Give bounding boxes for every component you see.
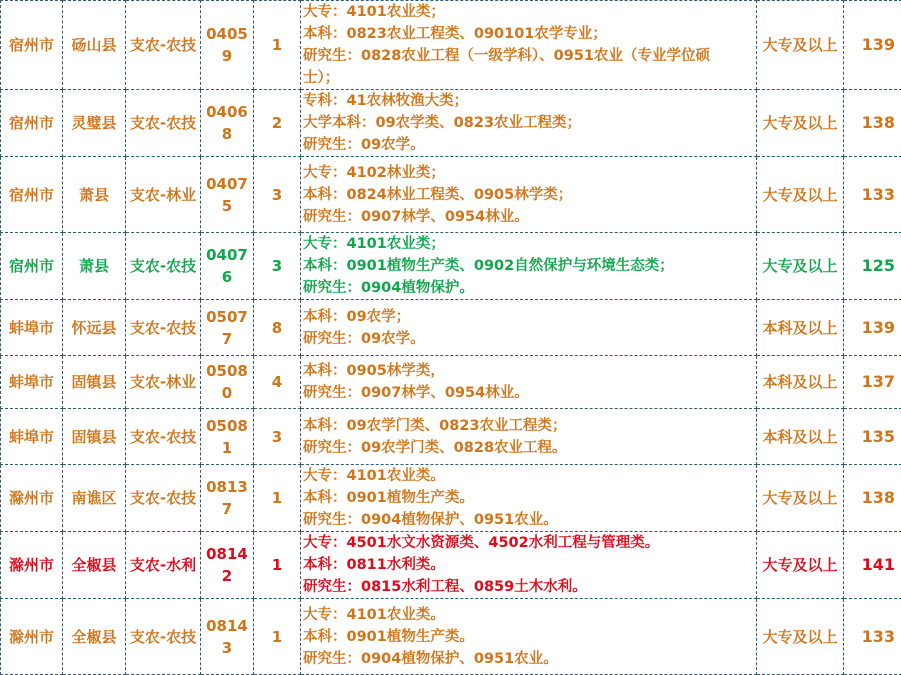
county-cell: 怀远县 (63, 300, 126, 356)
education-cell: 本科及以上 (757, 300, 844, 356)
score-cell: 138 (844, 90, 901, 157)
score-cell: 133 (844, 157, 901, 233)
type-cell: 支农-农技 (126, 1, 201, 90)
education-cell: 大专及以上 (757, 1, 844, 90)
county-cell: 固镇县 (63, 356, 126, 409)
education-cell: 大专及以上 (757, 532, 844, 599)
major-line: 本科：0823农业工程类、090101农学专业； (303, 23, 754, 45)
city-cell: 滁州市 (1, 532, 63, 599)
major-line: 本科：0901植物生产类。 (303, 626, 754, 648)
county-cell: 灵璧县 (63, 90, 126, 157)
code-cell: 04068 (201, 90, 254, 157)
count-cell: 3 (254, 157, 301, 233)
table-row (1, 233, 901, 300)
code-cell: 08137 (201, 465, 254, 532)
count-cell: 1 (254, 532, 301, 599)
table-row (1, 465, 901, 532)
type-cell: 支农-农技 (126, 465, 201, 532)
education-cell: 大专及以上 (757, 465, 844, 532)
code-cell: 08142 (201, 532, 254, 599)
count-cell: 2 (254, 90, 301, 157)
city-cell: 蚌埠市 (1, 356, 63, 409)
city-cell: 宿州市 (1, 1, 63, 90)
major-line: 研究生：09农学。 (303, 134, 754, 156)
type-cell: 支农-林业 (126, 356, 201, 409)
table-row (1, 532, 901, 599)
majors-cell (301, 599, 757, 675)
type-cell: 支农-农技 (126, 599, 201, 675)
count-cell: 1 (254, 465, 301, 532)
score-cell: 133 (844, 599, 901, 675)
city-cell: 蚌埠市 (1, 409, 63, 465)
score-cell: 139 (844, 1, 901, 90)
major-line: 大专：4501水文水资源类、4502水利工程与管理类。 (303, 532, 754, 554)
major-line: 本科：0901植物生产类。 (303, 487, 754, 509)
county-cell: 南谯区 (63, 465, 126, 532)
county-cell: 全椒县 (63, 599, 126, 675)
majors-cell (301, 233, 757, 300)
major-line: 大专：4101农业类； (303, 1, 754, 23)
majors-cell (301, 90, 757, 157)
table-row (1, 409, 901, 465)
county-cell: 砀山县 (63, 1, 126, 90)
type-cell: 支农-水利 (126, 532, 201, 599)
county-cell: 萧县 (63, 157, 126, 233)
type-cell: 支农-农技 (126, 90, 201, 157)
major-line: 研究生：0907林学、0954林业。 (303, 382, 754, 404)
majors-cell (301, 532, 757, 599)
table-row (1, 157, 901, 233)
count-cell: 3 (254, 409, 301, 465)
code-cell: 04076 (201, 233, 254, 300)
education-cell: 本科及以上 (757, 356, 844, 409)
count-cell: 1 (254, 1, 301, 90)
major-line: 研究生：0828农业工程（一级学科）、0951农业（专业学位硕 (303, 45, 754, 67)
count-cell: 3 (254, 233, 301, 300)
major-line: 士）； (303, 67, 754, 89)
major-line: 研究生：0904植物保护。 (303, 277, 754, 299)
score-cell: 139 (844, 300, 901, 356)
score-cell: 141 (844, 532, 901, 599)
education-cell: 大专及以上 (757, 599, 844, 675)
major-line: 研究生：0815水利工程、0859土木水利。 (303, 576, 754, 598)
majors-cell (301, 465, 757, 532)
major-line: 本科：0905林学类， (303, 360, 754, 382)
county-cell: 萧县 (63, 233, 126, 300)
major-line: 大专：4102林业类； (303, 162, 754, 184)
city-cell: 宿州市 (1, 90, 63, 157)
code-cell: 08143 (201, 599, 254, 675)
type-cell: 支农-林业 (126, 157, 201, 233)
major-line: 研究生：0904植物保护、0951农业。 (303, 509, 754, 531)
code-cell: 05077 (201, 300, 254, 356)
major-line: 研究生：0904植物保护、0951农业。 (303, 648, 754, 670)
education-cell: 本科及以上 (757, 409, 844, 465)
county-cell: 全椒县 (63, 532, 126, 599)
code-cell: 05081 (201, 409, 254, 465)
education-cell: 大专及以上 (757, 157, 844, 233)
city-cell: 滁州市 (1, 599, 63, 675)
table-body (1, 1, 901, 675)
table-row (1, 356, 901, 409)
city-cell: 蚌埠市 (1, 300, 63, 356)
major-line: 本科：0901植物生产类、0902自然保护与环境生态类； (303, 255, 754, 277)
table-row (1, 90, 901, 157)
major-line: 研究生：09农学门类、0828农业工程。 (303, 437, 754, 459)
education-cell: 大专及以上 (757, 233, 844, 300)
county-cell: 固镇县 (63, 409, 126, 465)
major-line: 研究生：0907林学、0954林业。 (303, 206, 754, 228)
majors-cell (301, 356, 757, 409)
majors-cell (301, 157, 757, 233)
score-cell: 125 (844, 233, 901, 300)
major-line: 本科：09农学门类、0823农业工程类； (303, 415, 754, 437)
score-cell: 137 (844, 356, 901, 409)
major-line: 大专：4101农业类； (303, 233, 754, 255)
score-cell: 138 (844, 465, 901, 532)
city-cell: 宿州市 (1, 157, 63, 233)
major-line: 专科：41农林牧渔大类； (303, 90, 754, 112)
city-cell: 滁州市 (1, 465, 63, 532)
major-line: 本科：0824林业工程类、0905林学类； (303, 184, 754, 206)
table-row (1, 1, 901, 90)
major-line: 研究生：09农学。 (303, 328, 754, 350)
count-cell: 1 (254, 599, 301, 675)
table-row (1, 300, 901, 356)
type-cell: 支农-农技 (126, 409, 201, 465)
major-line: 本科：0811水利类。 (303, 554, 754, 576)
type-cell: 支农-农技 (126, 300, 201, 356)
type-cell: 支农-农技 (126, 233, 201, 300)
education-cell: 大专及以上 (757, 90, 844, 157)
majors-cell (301, 300, 757, 356)
score-cell: 135 (844, 409, 901, 465)
major-line: 大专：4101农业类。 (303, 465, 754, 487)
code-cell: 04059 (201, 1, 254, 90)
code-cell: 04075 (201, 157, 254, 233)
code-cell: 05080 (201, 356, 254, 409)
table-row (1, 599, 901, 675)
majors-cell (301, 409, 757, 465)
major-line: 本科：09农学； (303, 306, 754, 328)
major-line: 大学本科：09农学类、0823农业工程类； (303, 112, 754, 134)
major-line: 大专：4101农业类。 (303, 604, 754, 626)
count-cell: 4 (254, 356, 301, 409)
city-cell: 宿州市 (1, 233, 63, 300)
count-cell: 8 (254, 300, 301, 356)
majors-cell (301, 1, 757, 90)
